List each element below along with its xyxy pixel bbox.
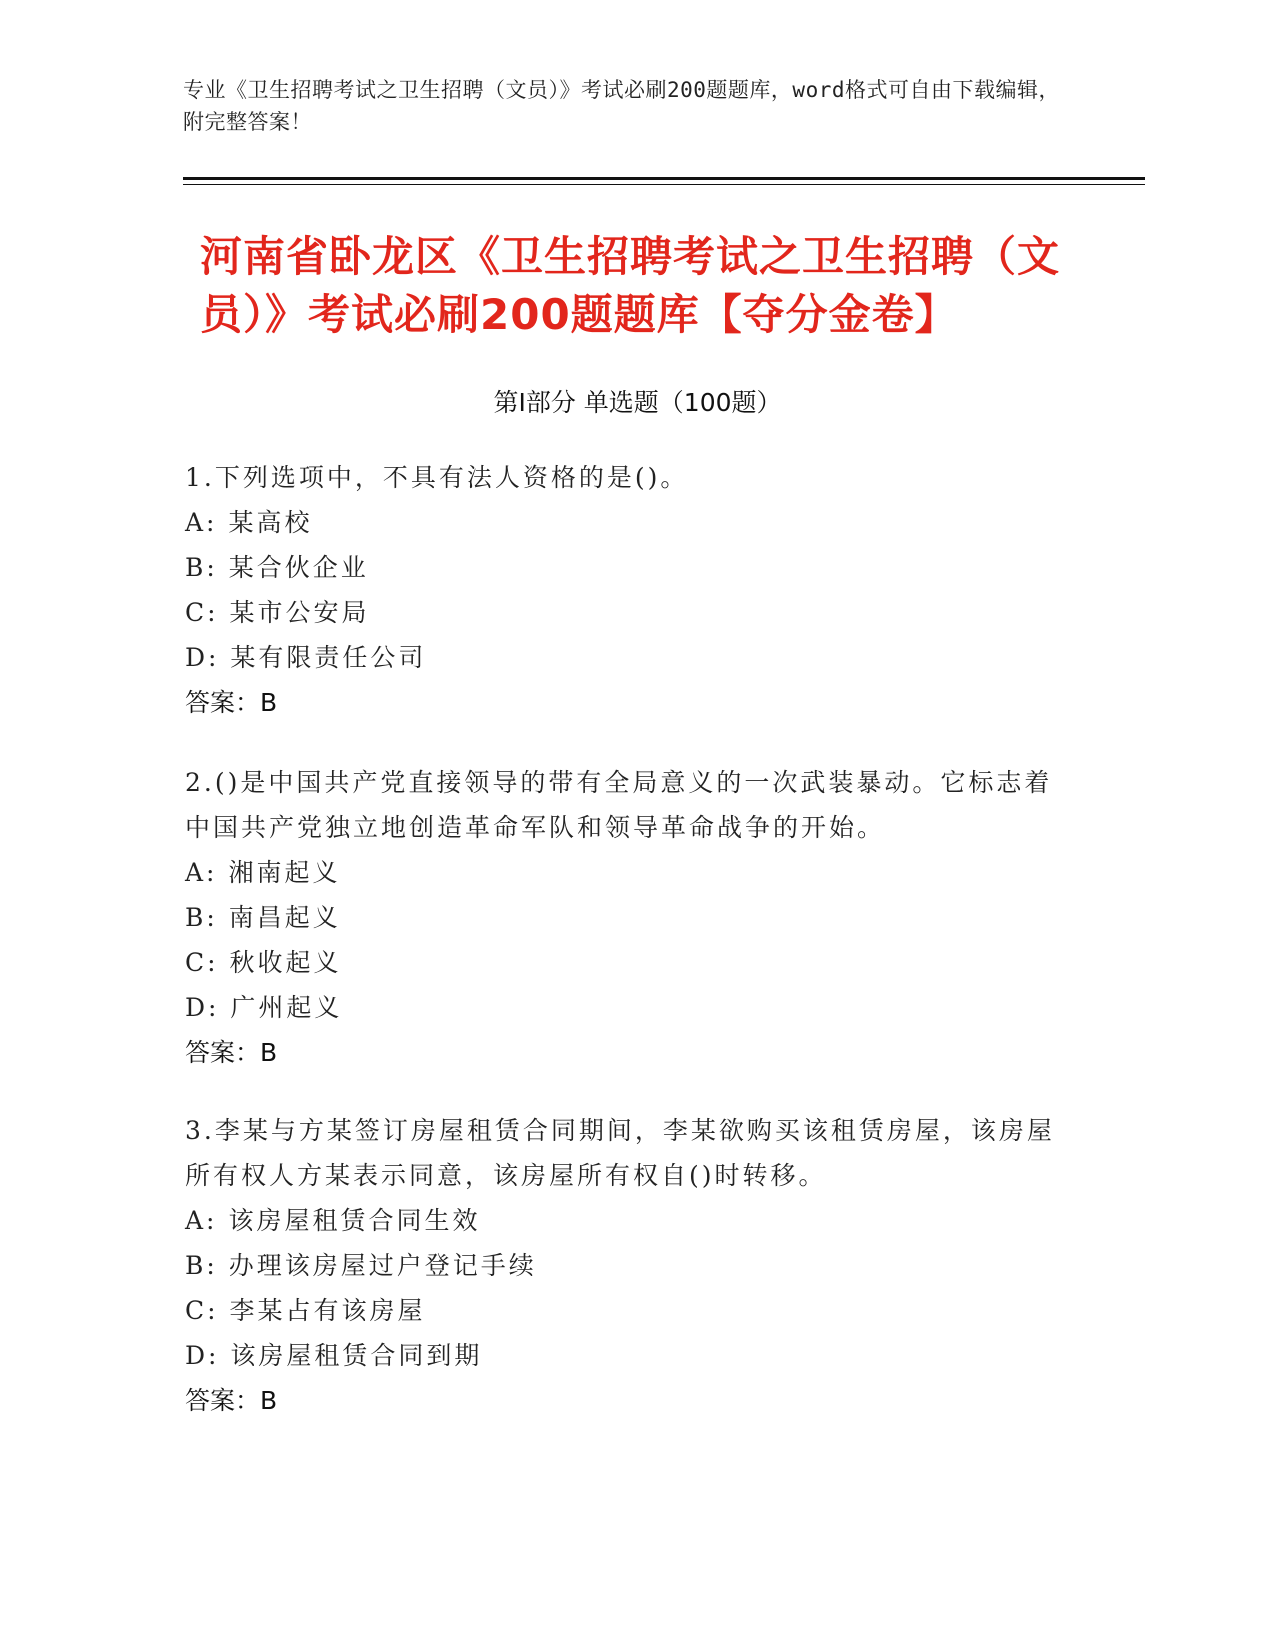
intro-text: 专业《卫生招聘考试之卫生招聘（文员）》考试必刷200题题库，word格式可自由下载编辑，附完整答案！ bbox=[183, 78, 1060, 134]
option-b bbox=[185, 1243, 1065, 1288]
option-text: 某有限责任公司 bbox=[230, 643, 427, 672]
question-stem: 3.李某与方某签订房屋租赁合同期间，李某欲购买该租赁房屋，该房屋所有权人方某表示同意，该房屋所有权自()时转移。 bbox=[185, 1116, 1055, 1190]
option-text: 广州起义 bbox=[230, 993, 343, 1022]
option-d bbox=[185, 635, 1065, 680]
option-letter: B: bbox=[185, 1251, 218, 1280]
question-stem: 1.下列选项中，不具有法人资格的是()。 bbox=[185, 463, 689, 492]
option-text: 李某占有该房屋 bbox=[229, 1296, 426, 1325]
answer-line: 答案：B bbox=[185, 1386, 278, 1415]
option-text: 某高校 bbox=[228, 508, 313, 537]
option-c bbox=[185, 590, 1065, 635]
option-letter: D: bbox=[185, 1341, 220, 1370]
option-b bbox=[185, 545, 1065, 590]
header-rule-thick bbox=[183, 177, 1145, 180]
section-title: 第Ⅰ部分 单选题（100题） bbox=[493, 388, 782, 417]
option-text: 南昌起义 bbox=[228, 903, 341, 932]
option-letter: A: bbox=[185, 1206, 218, 1235]
option-a bbox=[185, 1198, 1065, 1243]
option-letter: C: bbox=[185, 1296, 219, 1325]
option-text: 秋收起义 bbox=[229, 948, 342, 977]
option-text: 某市公安局 bbox=[229, 598, 370, 627]
option-text: 该房屋租赁合同到期 bbox=[230, 1341, 483, 1370]
document-title: 河南省卧龙区《卫生招聘考试之卫生招聘（文员）》考试必刷200题题库【夺分金卷】 bbox=[200, 232, 1061, 339]
answer-line: 答案：B bbox=[185, 688, 278, 717]
question-3 bbox=[185, 1108, 1065, 1423]
option-text: 某合伙企业 bbox=[228, 553, 369, 582]
option-letter: B: bbox=[185, 903, 218, 932]
option-letter: A: bbox=[185, 508, 218, 537]
option-a bbox=[185, 500, 1065, 545]
option-d bbox=[185, 985, 1065, 1030]
question-stem: 2.()是中国共产党直接领导的带有全局意义的一次武装暴动。它标志着中国共产党独立地创造革命军队和领导革命战争的开始。 bbox=[185, 768, 1053, 842]
option-letter: B: bbox=[185, 553, 218, 582]
question-2 bbox=[185, 760, 1065, 1075]
option-letter: D: bbox=[185, 993, 220, 1022]
answer-line: 答案：B bbox=[185, 1038, 278, 1067]
option-letter: D: bbox=[185, 643, 220, 672]
header-rule-thin bbox=[183, 184, 1145, 185]
option-text: 湘南起义 bbox=[228, 858, 341, 887]
option-b bbox=[185, 895, 1065, 940]
option-c bbox=[185, 1288, 1065, 1333]
option-text: 办理该房屋过户登记手续 bbox=[228, 1251, 537, 1280]
option-letter: C: bbox=[185, 948, 219, 977]
question-1 bbox=[185, 455, 1065, 725]
option-text: 该房屋租赁合同生效 bbox=[228, 1206, 481, 1235]
option-a bbox=[185, 850, 1065, 895]
option-d bbox=[185, 1333, 1065, 1378]
option-c bbox=[185, 940, 1065, 985]
option-letter: A: bbox=[185, 858, 218, 887]
option-letter: C: bbox=[185, 598, 219, 627]
